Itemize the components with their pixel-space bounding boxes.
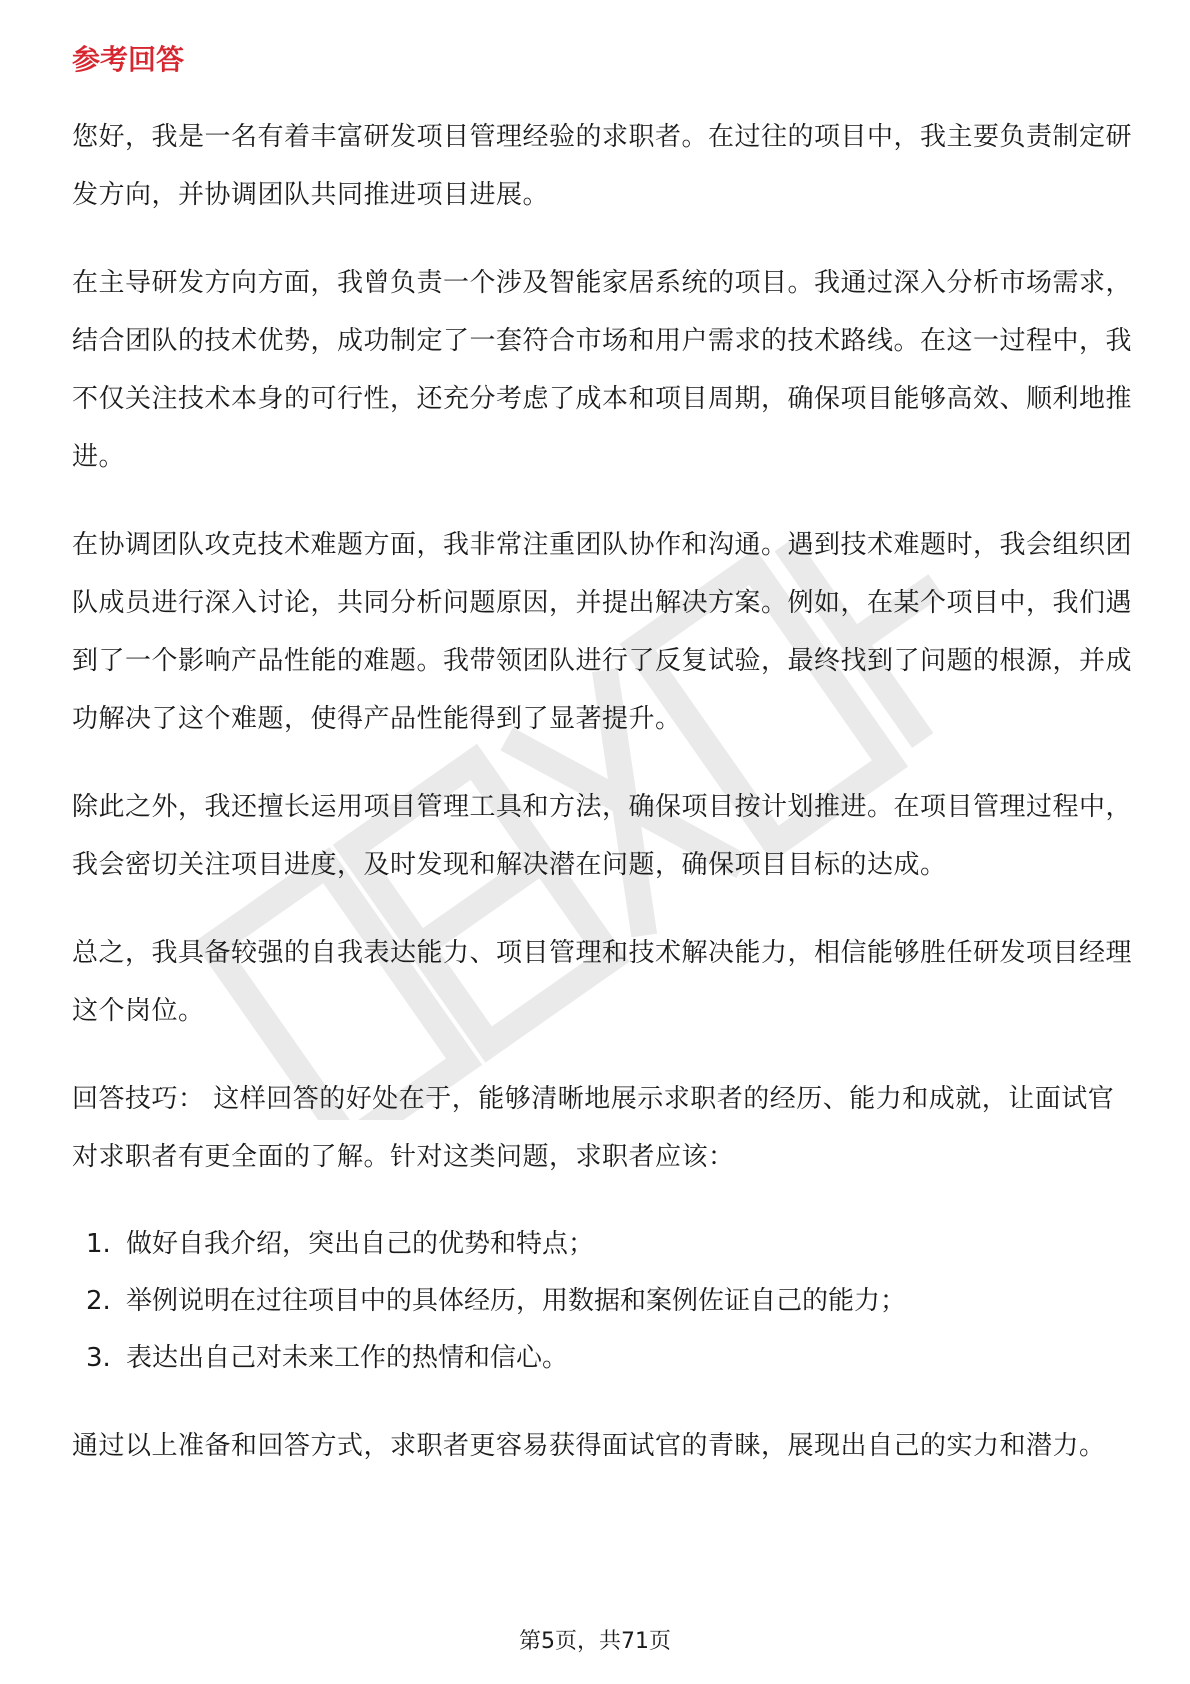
paragraph-direction: 在主导研发方向方面，我曾负责一个涉及智能家居系统的项目。我通过深入分析市场需求，结合团队的技术优势，成功制定了一套符合市场和用户需求的技术路线。在这一过程中，我不仅关注技术本身的可行性，还充分考虑了成本和项目周期，确保项目能够高效、顺利地推进。 <box>72 268 1133 472</box>
list-item-number: 1. <box>86 1229 111 1259</box>
list-item <box>86 1273 1132 1330</box>
page-number: 第5页，共71页 <box>519 1629 671 1654</box>
list-item-text: 举例说明在过往项目中的具体经历，用数据和案例佐证自己的能力； <box>126 1286 907 1316</box>
section-heading: 参考回答 <box>72 43 185 76</box>
list-item-text: 做好自我介绍，突出自己的优势和特点； <box>126 1229 595 1259</box>
list-item <box>86 1216 1132 1273</box>
list-item-number: 3. <box>86 1343 111 1373</box>
paragraph-tools: 除此之外，我还擅长运用项目管理工具和方法，确保项目按计划推进。在项目管理过程中，我会密切关注项目进度，及时发现和解决潜在问题，确保项目目标的达成。 <box>72 792 1133 880</box>
document-body <box>72 40 1132 1505</box>
paragraph-teamwork: 在协调团队攻克技术难题方面，我非常注重团队协作和沟通。遇到技术难题时，我会组织团队成员进行深入讨论，共同分析问题原因，并提出解决方案。例如，在某个项目中，我们遇到了一个影响产品性能的难题。我带领团队进行了反复试验，最终找到了问题的根源，并成功解决了这个难题，使得产品性能得到了显著提升。 <box>72 530 1133 734</box>
list-item-number: 2. <box>86 1286 111 1316</box>
paragraph-closing: 通过以上准备和回答方式，求职者更容易获得面试官的青睐，展现出自己的实力和潜力。 <box>72 1431 1106 1461</box>
list-item-text: 表达出自己对未来工作的热情和信心。 <box>126 1343 569 1373</box>
paragraph-tips-intro: 回答技巧： 这样回答的好处在于，能够清晰地展示求职者的经历、能力和成就，让面试官对求职者有更全面的了解。针对这类问题，求职者应该： <box>72 1084 1115 1172</box>
paragraph-summary: 总之，我具备较强的自我表达能力、项目管理和技术解决能力，相信能够胜任研发项目经理这个岗位。 <box>72 938 1133 1026</box>
list-item <box>86 1330 1132 1387</box>
tips-list <box>72 1216 1132 1387</box>
paragraph-intro: 您好，我是一名有着丰富研发项目管理经验的求职者。在过往的项目中，我主要负责制定研发方向，并协调团队共同推进项目进展。 <box>72 122 1133 210</box>
